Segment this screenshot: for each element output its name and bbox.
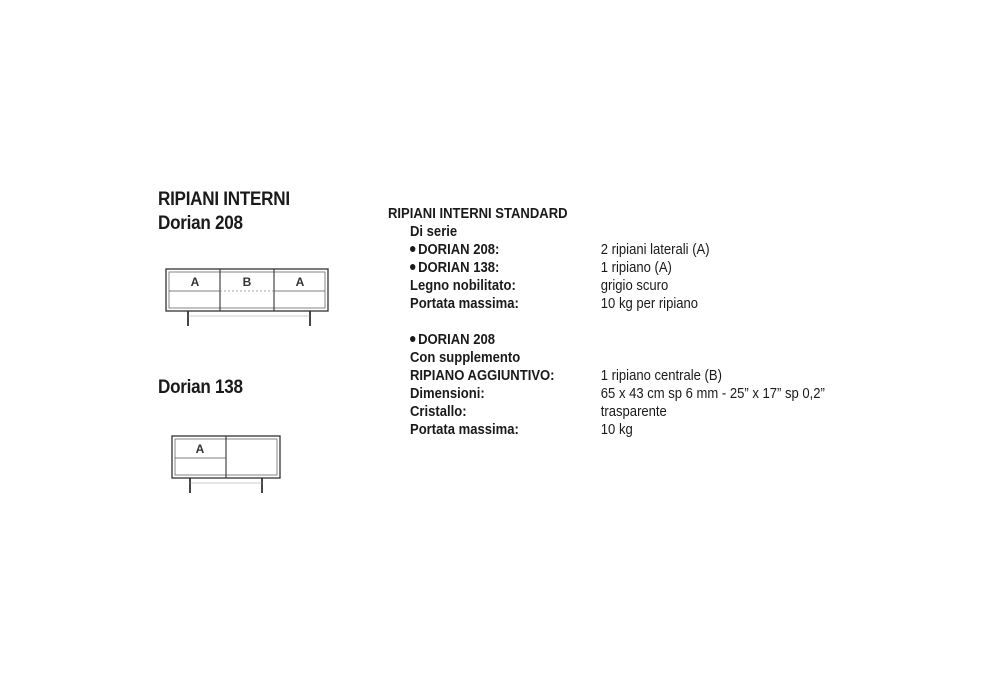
spec-label: Dimensioni: (410, 386, 485, 402)
spec-label: RIPIANO AGGIUNTIVO: (410, 368, 555, 384)
shelf-label-a-left: A (190, 275, 200, 289)
model-title-138: Dorian 138 (158, 377, 243, 398)
spec-label: DORIAN 138: (418, 260, 500, 276)
spec-row (410, 367, 860, 385)
spec-label: Portata massima: (410, 296, 519, 312)
shelf-label-a-right: A (295, 275, 305, 289)
bullet-icon (410, 264, 415, 270)
section-heading: RIPIANI INTERNI (158, 189, 290, 210)
spec-row (410, 403, 860, 421)
spec-row (410, 277, 842, 295)
bullet-icon (410, 246, 415, 252)
shelf-label-a: A (195, 442, 205, 456)
extra-model: DORIAN 208 (410, 331, 495, 349)
dorian-138-diagram (168, 433, 286, 497)
spec-row (410, 241, 842, 259)
extra-specs (410, 331, 860, 441)
spec-value: 65 x 43 cm sp 6 mm - 25” x 17” sp 0,2” (600, 386, 825, 402)
shelf-label-b: B (242, 275, 252, 289)
spec-row (410, 421, 860, 439)
spec-value: 2 ripiani laterali (A) (600, 242, 710, 258)
spec-label: Portata massima: (410, 422, 519, 438)
dorian-208-diagram (160, 266, 335, 330)
standard-specs (410, 223, 842, 313)
standard-subheading: Di serie (410, 224, 458, 240)
spec-value: 10 kg per ripiano (600, 296, 699, 312)
spec-value: grigio scuro (600, 278, 669, 294)
model-title-208: Dorian 208 (158, 213, 243, 234)
spec-value: 1 ripiano (A) (600, 260, 672, 276)
extra-subheading: Con supplemento (410, 350, 521, 366)
spec-label: DORIAN 208: (418, 242, 500, 258)
spec-row (410, 295, 842, 313)
spec-row (410, 259, 842, 277)
bullet-icon (410, 336, 415, 342)
spec-label: Legno nobilitato: (410, 278, 516, 294)
spec-value: 10 kg (600, 422, 633, 438)
spec-row (410, 385, 860, 403)
spec-value: 1 ripiano centrale (B) (600, 368, 722, 384)
standard-heading: RIPIANI INTERNI STANDARD (388, 206, 568, 222)
spec-label: Cristallo: (410, 404, 467, 420)
spec-value: trasparente (600, 404, 667, 420)
